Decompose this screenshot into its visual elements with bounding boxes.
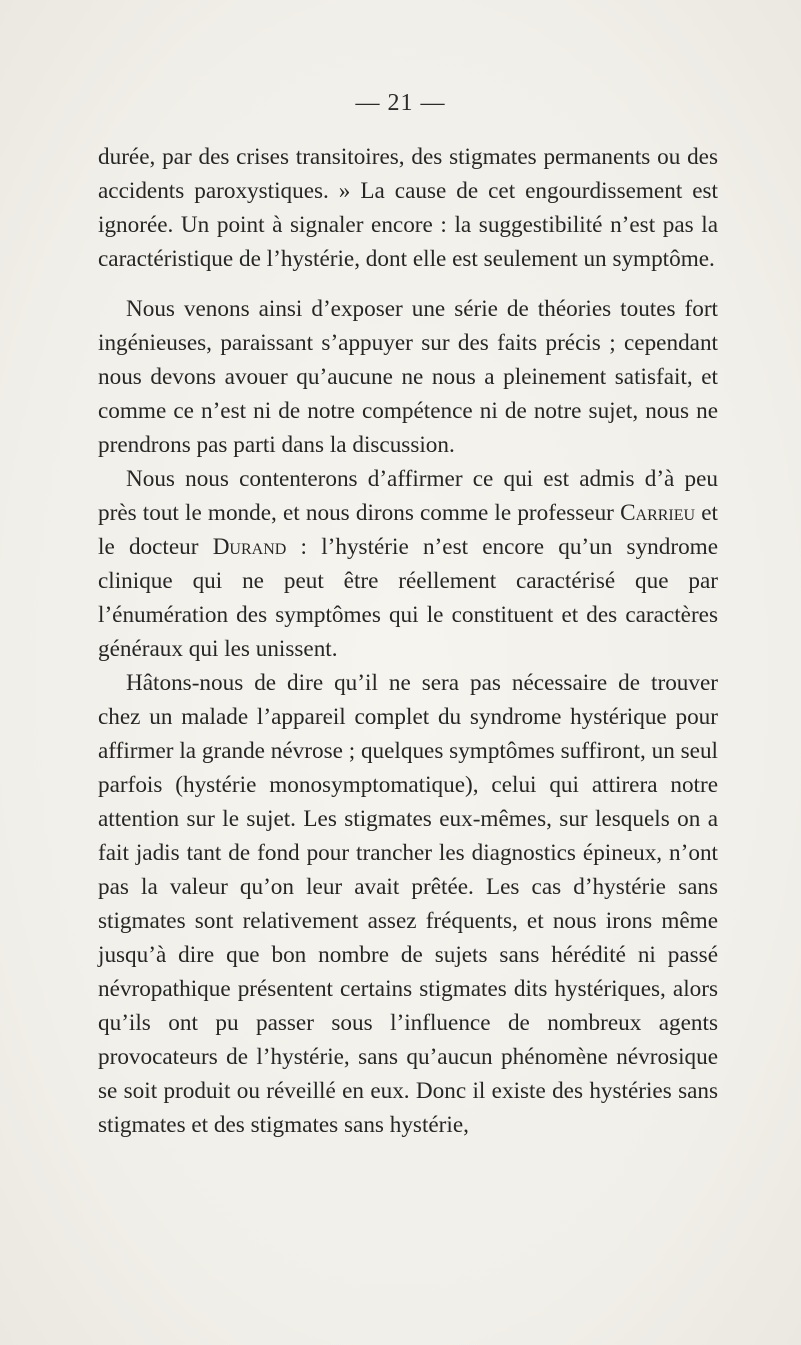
- paragraph-3-after: : l’hystérie n’est encore qu’un syndrome clinique qui ne peut être réellement caractérisé que par l’énumération des symptômes qui le constituent et des caractères généraux qui les unissent.: [98, 534, 718, 662]
- paragraph-3-before: Nous nous contenterons d’affirmer ce qui est admis d’à peu près tout le monde, et nous dirons comme le professeur: [98, 466, 718, 526]
- body-text: [98, 140, 718, 1142]
- paragraph-4: Hâtons-nous de dire qu’il ne sera pas nécessaire de trouver chez un malade l’appareil complet du syndrome hystérique pour affirmer la grande névrose ; quelques symptômes suffiront, un seul parfois (hystérie monosymptomatique), celui qui attirera notre attention sur le sujet. Les stigmates eux-mêmes, sur lesquels on a fait jadis tant de fond pour trancher les diagnostics épineux, n’ont pas la valeur qu’on leur avait prêtée. Les cas d’hystérie sans stigmates sont relativement assez fréquents, et nous irons même jusqu’à dire que bon nombre de sujets sans hérédité ni passé névropathique présentent certains stigmates dits hystériques, alors qu’ils ont pu passer sous l’influence de nombreux agents provocateurs de l’hystérie, sans qu’aucun phénomène névrosique se soit produit ou réveillé en eux. Donc il existe des hystéries sans stigmates et des stigmates sans hystérie,: [98, 670, 718, 1138]
- author-name-carrieu: Carrieu: [620, 500, 696, 526]
- paragraph-2: Nous venons ainsi d’exposer une série de théories toutes fort ingénieuses, paraissant s’appuyer sur des faits précis ; cependant nous devons avouer qu’aucune ne nous a pleinement satisfait, et comme ce n’est ni de notre compétence ni de notre sujet, nous ne prendrons pas parti dans la discussion.: [98, 296, 718, 458]
- paragraph-3-middle: et le docteur: [98, 500, 718, 560]
- page-number: — 21 —: [355, 90, 446, 116]
- paragraph-1: durée, par des crises transitoires, des stigmates permanents ou des accidents paroxystiques. » La cause de cet engourdissement est ignorée. Un point à signaler encore : la suggestibilité n’est pas la caractéristique de l’hystérie, dont elle est seulement un symptôme.: [98, 144, 718, 272]
- author-name-durand: Durand: [212, 534, 287, 560]
- paragraph-3: [98, 462, 718, 666]
